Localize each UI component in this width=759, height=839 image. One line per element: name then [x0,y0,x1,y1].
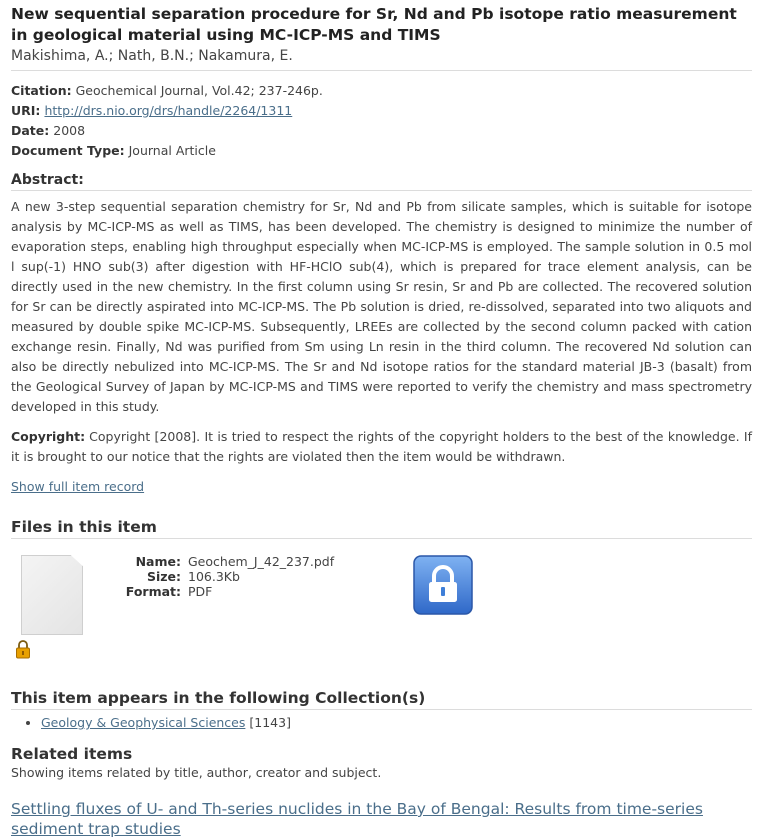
collection-count: [1143] [249,715,291,730]
copyright-label: Copyright: [11,429,86,444]
files-heading: Files in this item [11,518,157,536]
divider [11,538,752,539]
related-item-link[interactable]: Settling fluxes of U- and Th-series nuclides in the Bay of Bengal: Results from time-series sediment trap studies [11,800,703,838]
file-name-value: Geochem_J_42_237.pdf [188,554,335,569]
copyright-block [11,427,752,467]
citation-row [11,81,752,101]
document-type-value: Journal Article [128,143,216,158]
file-metadata [121,554,334,599]
file-name-label: Name: [135,554,181,569]
abstract-text: A new 3-step sequential separation chemistry for Sr, Nd and Pb from silicate samples, which is suitable for isotope analysis by MC-ICP-MS as well as TIMS, has been developed. The chemistry is designed to minimize the number of evaporation steps, enabling high throughput especially when MC-ICP-MS is employed. The sample solution in 0.5 mol l sup(-1) HNO sub(3) after digestion with HF-HClO sub(4), which is prepared for trace element analysis, can be directly used in the new chemistry. In the first column using Sr resin, Sr and Pb are collected. The recovered solution for Sr can be directly aspirated into MC-ICP-MS. The Pb solution is dried, re-dissolved, separated into two aliquots and measured by double spike MC-ICP-MS. Subsequently, LREEs are collected by the second column packed with cation exchange resin. Finally, Nd was purified from Sm using Ln resin in the third column. The recovered Nd solution can also be directly nebulized into MC-ICP-MS. The Sr and Nd isotope ratios for the standard material JB-3 (basalt) from the Geological Survey of Japan by MC-ICP-MS and TIMS were reported to verify the chemistry and mass spectrometry developed in this study. [11,199,752,414]
related-items-heading: Related items [11,745,133,763]
file-thumbnail-icon[interactable] [21,555,83,635]
document-type-row [11,141,752,161]
abstract-heading: Abstract: [11,172,84,188]
citation-label: Citation: [11,83,72,98]
file-size-value: 106.3Kb [188,569,240,584]
show-full-record-link[interactable]: Show full item record [11,479,145,494]
item-authors: Makishima, A.; Nath, B.N.; Nakamura, E. [11,48,293,64]
collections-heading: This item appears in the following Collection(s) [11,689,426,707]
divider [11,70,752,71]
collection-link[interactable]: Geology & Geophysical Sciences [41,715,246,730]
uri-row [11,101,752,121]
date-row [11,121,752,141]
file-format-value: PDF [188,584,213,599]
metadata-block [11,81,752,161]
file-size-label: Size: [146,569,181,584]
uri-label: URI: [11,103,41,118]
file-entry [11,547,752,667]
list-item [41,714,752,732]
file-format-row [121,584,334,599]
related-items-subtitle: Showing items related by title, author, creator and subject. [11,765,382,780]
divider [11,190,752,191]
restricted-access-lock-icon[interactable] [413,555,473,615]
citation-value: Geochemical Journal, Vol.42; 237-246p. [75,83,323,98]
copyright-text: Copyright [2008]. It is tried to respect the rights of the copyright holders to the best of the knowledge. If it is brought to our notice that the rights are violated then the item would be withdrawn. [11,429,752,464]
item-title: New sequential separation procedure for Sr, Nd and Pb isotope ratio measurement in geological material using MC-ICP-MS and TIMS [11,5,737,44]
collections-list [11,714,752,732]
date-value: 2008 [53,123,86,138]
file-size-row [121,569,334,584]
date-label: Date: [11,123,50,138]
uri-link[interactable]: http://drs.nio.org/drs/handle/2264/1311 [44,103,293,118]
divider [11,709,752,710]
lock-icon [15,639,31,659]
file-name-row [121,554,334,569]
document-type-label: Document Type: [11,143,125,158]
file-format-label: Format: [125,584,181,599]
